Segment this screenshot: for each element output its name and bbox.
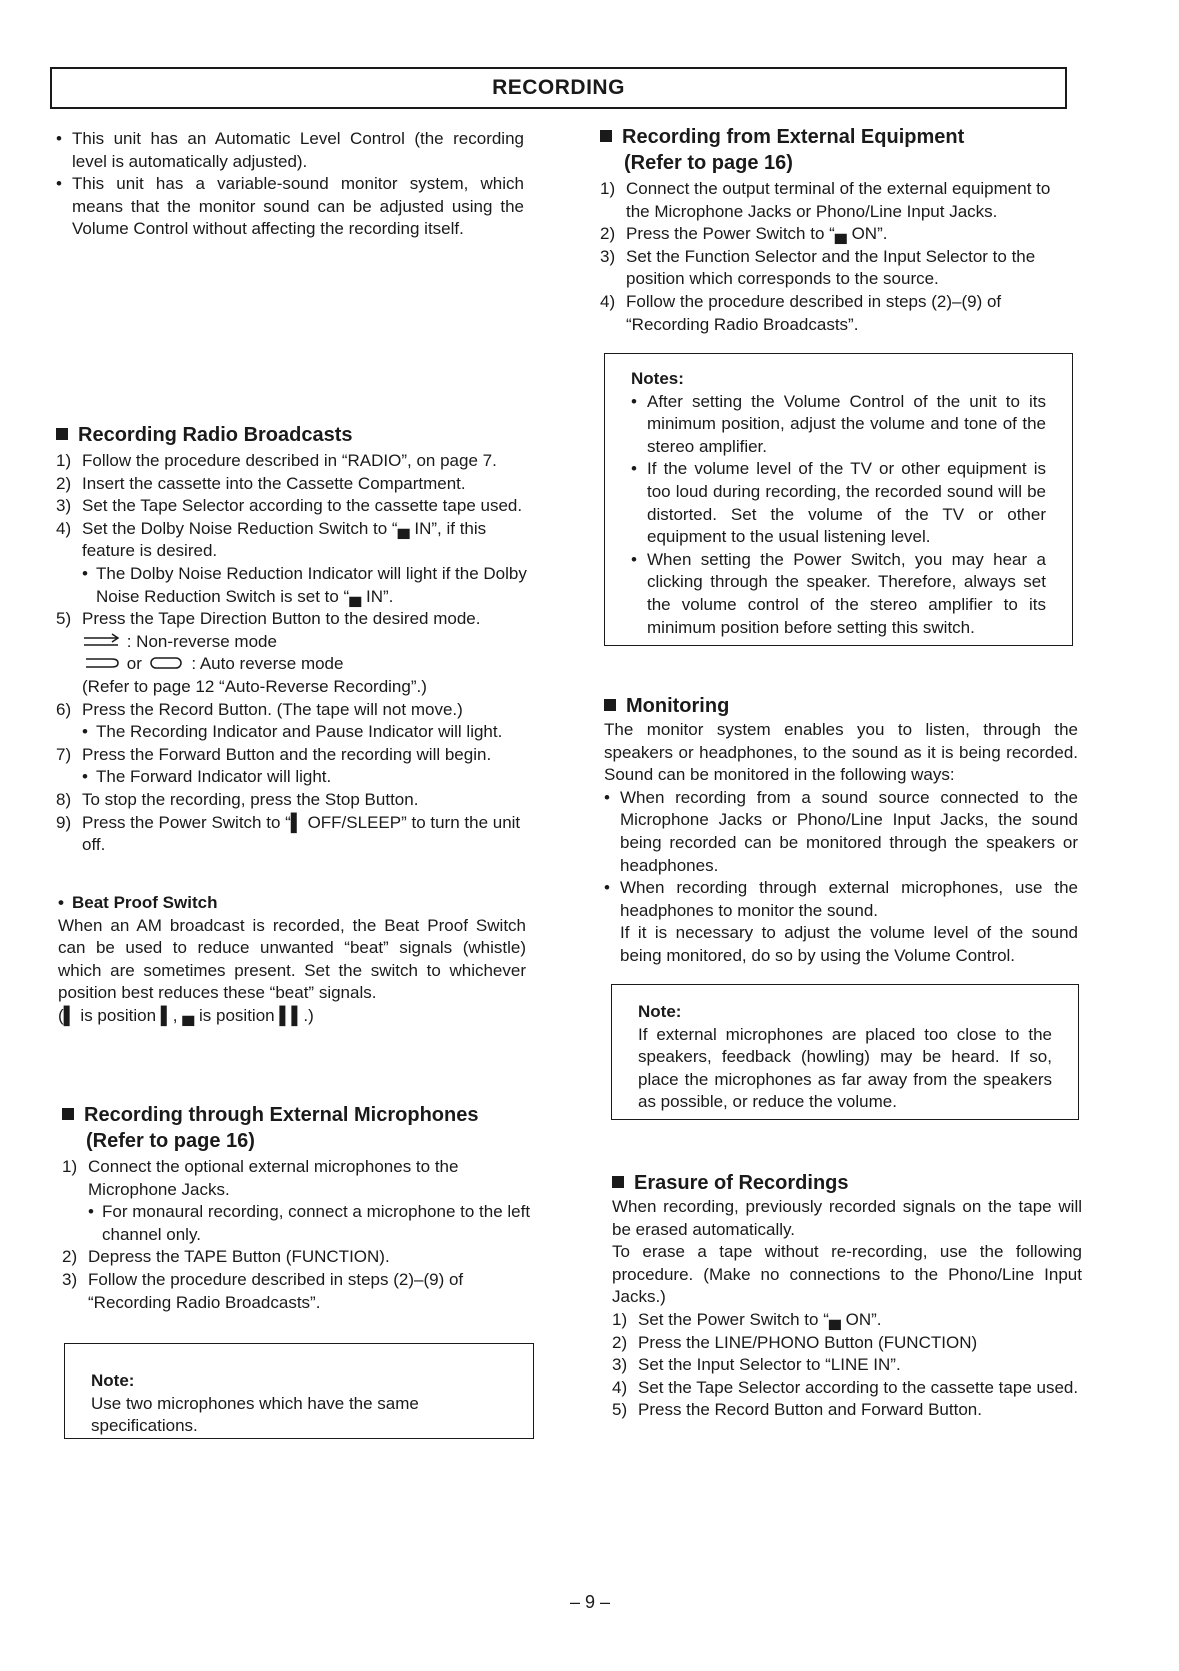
external-notes-box — [604, 353, 1073, 646]
external-heading: Recording from External Equipment (Refer to page 16) — [600, 124, 1076, 176]
radio-step: 3) Set the Tape Selector according to the cassette tape used. — [56, 496, 523, 516]
radio-step-note: • The Dolby Noise Reduction Indicator will light if the Dolby Noise Reduction Switch is set to “▄ IN”. — [82, 563, 530, 608]
erasure-step: 2) Press the LINE/PHONO Button (FUNCTION) — [612, 1332, 978, 1352]
beat-proof-text: When an AM broadcast is recorded, the Beat Proof Switch can be used to reduce unwanted “beat” signals (whistle) which are sometimes present. Set the switch to whichever position best reduces these “beat” signals. — [58, 915, 526, 1003]
radio-step: 1) Follow the procedure described in “RADIO”, on page 7. — [56, 451, 497, 470]
external-notes-title: Notes: — [631, 369, 684, 388]
erasure-step: 5) Press the Record Button and Forward Button. — [612, 1400, 982, 1420]
mics-note-box — [64, 1343, 534, 1439]
beat-proof-position: (▌ is position ▌, ▄ is position ▌▌.) — [58, 1005, 314, 1025]
intro-bullet: • This unit has an Automatic Level Control (the recording level is automatically adjusted). — [56, 128, 524, 173]
square-bullet-icon — [604, 699, 616, 711]
intro-bullet: • This unit has a variable-sound monitor system, which means that the monitor sound can be adjusted using the Volume Control without affecting the recording itself. — [56, 173, 524, 241]
mics-note-title: Note: — [91, 1371, 135, 1390]
erasure-step: 1) Set the Power Switch to “▄ ON”. — [612, 1309, 882, 1329]
auto-reverse-mode-line: or : Auto reverse mode — [82, 653, 530, 676]
radio-section — [56, 422, 530, 857]
radio-step-ref: (Refer to page 12 “Auto-Reverse Recording”.) — [82, 676, 427, 696]
monitoring-bullet: • When recording from a sound source connected to the Microphone Jacks or Phono/Line Input Jacks, the sound being recorded can be monitored through the speakers or headphones. — [604, 787, 1078, 877]
external-section — [600, 124, 1076, 336]
page-title: RECORDING — [492, 76, 625, 99]
beat-proof-heading: • Beat Proof Switch — [58, 892, 526, 915]
erasure-section — [612, 1170, 1082, 1422]
external-step: 1) Connect the output terminal of the external equipment to the Microphone Jacks or Phono/Line Input Jacks. — [600, 179, 1051, 221]
external-note: • After setting the Volume Control of the unit to its minimum position, adjust the volume and tone of the stereo amplifier. — [631, 391, 1046, 459]
monitoring-note-title: Note: — [638, 1002, 682, 1021]
monitoring-section — [604, 693, 1078, 968]
monitoring-note-box — [611, 984, 1079, 1120]
mics-step: 2) Depress the TAPE Button (FUNCTION). — [62, 1247, 390, 1267]
mics-heading: Recording through External Microphones (Refer to page 16) — [62, 1102, 534, 1154]
erasure-heading: Erasure of Recordings — [612, 1170, 1082, 1196]
external-step: 4) Follow the procedure described in steps (2)–(9) of “Recording Radio Broadcasts”. — [600, 291, 1002, 334]
mics-step: 3) Follow the procedure described in steps (2)–(9) of “Recording Radio Broadcasts”. — [62, 1269, 464, 1312]
monitoring-text: The monitor system enables you to listen, through the speakers or headphones, to the sound as it is being recorded. Sound can be monitored in the following ways: — [604, 720, 1078, 785]
non-reverse-mode-line: : Non-reverse mode — [82, 631, 530, 654]
external-note: • When setting the Power Switch, you may hear a clicking through the speaker. Therefore, always set the volume control of the stereo amplifier to its minimum position before setting this switch. — [631, 549, 1046, 639]
beat-proof-section — [58, 892, 526, 1028]
mics-note-text: Use two microphones which have the same specifications. — [91, 1393, 419, 1436]
radio-step: 9) Press the Power Switch to “▌ OFF/SLEEP” to turn the unit off. — [56, 812, 521, 855]
page-title-bar — [50, 67, 1067, 109]
external-step: 2) Press the Power Switch to “▄ ON”. — [600, 224, 888, 244]
reverse-arrow-icon — [82, 655, 122, 671]
erasure-step: 3) Set the Input Selector to “LINE IN”. — [612, 1355, 901, 1375]
square-bullet-icon — [62, 1108, 74, 1120]
radio-heading: Recording Radio Broadcasts — [56, 422, 530, 448]
intro-section — [56, 128, 524, 241]
radio-step: 5) Press the Tape Direction Button to the desired mode. : Non-reverse mode or : Auto reverse mode (Refer to page 12 “Auto-Reverse Recording”.) — [56, 608, 530, 698]
erasure-step: 4) Set the Tape Selector according to the cassette tape used. — [612, 1377, 1079, 1397]
mics-step: 1) Connect the optional external microphones to the Microphone Jacks. • For monaural recording, connect a microphone to the left channel only. — [62, 1156, 534, 1246]
square-bullet-icon — [56, 428, 68, 440]
radio-step: 6) Press the Record Button. (The tape will not move.) • The Recording Indicator and Pause Indicator will light. — [56, 699, 530, 744]
erasure-text: To erase a tape without re-recording, use the following procedure. (Make no connections to the Phono/Line Input Jacks.) — [612, 1242, 1082, 1307]
radio-step-note: • The Forward Indicator will light. — [82, 766, 530, 789]
page-number: – 9 – — [569, 1592, 611, 1612]
erasure-text: When recording, previously recorded signals on the tape will be erased automatically. — [612, 1197, 1082, 1239]
radio-step: 2) Insert the cassette into the Cassette Compartment. — [56, 473, 466, 493]
square-bullet-icon — [600, 130, 612, 142]
monitoring-extra: If it is necessary to adjust the volume level of the sound being monitored, do so by using the Volume Control. — [620, 923, 1078, 965]
external-step: 3) Set the Function Selector and the Input Selector to the position which corresponds to the source. — [600, 246, 1036, 289]
radio-step: 4) Set the Dolby Noise Reduction Switch to “▄ IN”, if this feature is desired. • The Dolby Noise Reduction Indicator will light if the Dolby Noise Reduction Switch is set to “▄ IN”. — [56, 518, 530, 608]
radio-step: 8) To stop the recording, press the Stop Button. — [56, 789, 419, 809]
square-bullet-icon — [612, 1176, 624, 1188]
mics-step-note: • For monaural recording, connect a microphone to the left channel only. — [88, 1201, 534, 1246]
external-note: • If the volume level of the TV or other equipment is too loud during recording, the recorded sound will be distorted. Set the volume of the TV or other equipment to the usual listening level. — [631, 458, 1046, 548]
radio-step: 7) Press the Forward Button and the recording will begin. • The Forward Indicator will light. — [56, 744, 530, 789]
one-way-arrow-icon — [82, 633, 122, 649]
monitoring-note-text: If external microphones are placed too close to the speakers, feedback (howling) may be heard. If so, place the microphones as far away from the speakers as possible, or reduce the volume. — [638, 1024, 1052, 1112]
loop-arrow-icon — [147, 655, 187, 671]
radio-step-note: • The Recording Indicator and Pause Indicator will light. — [82, 721, 530, 744]
monitoring-bullet: • When recording through external microphones, use the headphones to monitor the sound. — [604, 877, 1078, 922]
mics-section — [62, 1102, 534, 1314]
monitoring-heading: Monitoring — [604, 693, 1078, 719]
